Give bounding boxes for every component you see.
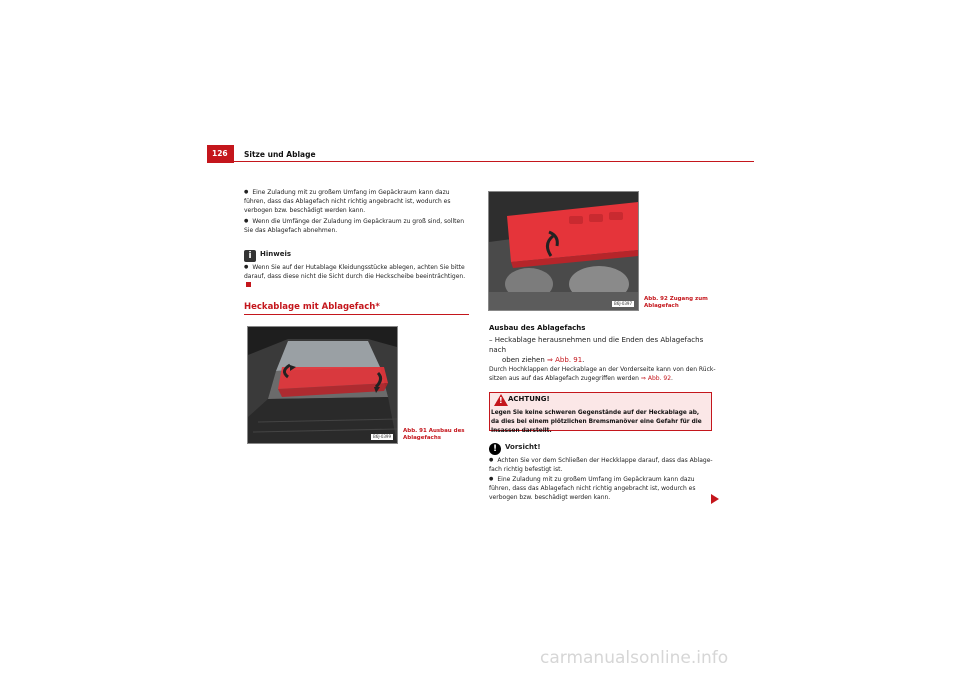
figure-92-image (488, 191, 639, 311)
rear-shelf-illustration (489, 192, 638, 310)
hinweis-text (244, 263, 470, 290)
warning-triangle-icon (494, 394, 508, 406)
vorsicht-bullet: ● Eine Zuladung mit zu großem Umfang im Gepäckraum kann dazu führen, dass das Ablagefach nicht richtig angebracht ist, wodurch es verbogen bzw. beschädigt werden kann. (489, 475, 717, 502)
access-paragraph (489, 365, 719, 383)
warning-title: ACHTUNG! (508, 395, 550, 403)
figure-91-caption (403, 428, 465, 442)
figure-code: B6J-0397 (614, 301, 632, 306)
paragraph-line: Durch Hochklappen der Heckablage an der Vorderseite kann von den Rück- (489, 366, 716, 373)
step-line: – Heckablage herausnehmen und die Enden des Ablagefachs nach (489, 336, 704, 354)
instruction-step (489, 335, 719, 365)
caption-line: Ablagefach (644, 303, 679, 309)
hinweis-bullet-text: Wenn Sie auf der Hutablage Kleidungsstücke ablegen, achten Sie bitte darauf, dass diese nicht die Sicht durch die Heckscheibe beeinträchtigen. (244, 264, 466, 280)
subsection-title: Ausbau des Ablagefachs (489, 324, 586, 332)
figure-code: B6J-0399 (373, 434, 391, 439)
step-line-2 (489, 355, 719, 365)
watermark: carmanualsonline.info (540, 648, 729, 668)
continue-arrow-icon (711, 494, 719, 504)
warning-text: Legen Sie keine schweren Gegenstände auf der Heckablage ab, da dies bei einem plötzlichen Bremsmanöver eine Gefahr für die Insassen darstellt. (491, 410, 702, 434)
step-text: oben ziehen (502, 356, 545, 364)
bullet-paragraph: ● Eine Zuladung mit zu großem Umfang im Gepäckraum kann dazu führen, dass das Ablagefach nicht richtig angebracht ist, wodurch es verbogen bzw. beschädigt werden kann. (244, 188, 470, 215)
vorsicht-title: Vorsicht! (505, 443, 541, 451)
caption-line: Abb. 92 Zugang zum (644, 296, 708, 302)
header-divider (234, 161, 754, 162)
vorsicht-bullet: ● Achten Sie vor dem Schließen der Heckklappe darauf, dass das Ablage-fach richtig befestigt ist. (489, 456, 717, 474)
paragraph-line-2 (489, 374, 719, 383)
caption-line: Abb. 91 Ausbau des (403, 428, 465, 434)
figure-91-image (247, 326, 398, 444)
caution-icon: ! (489, 443, 501, 455)
vorsicht-heading (489, 441, 541, 455)
info-icon: i (244, 250, 256, 262)
warning-header (489, 392, 710, 407)
paragraph-text: sitzen aus auf das Ablagefach zugegriffen werden (489, 375, 639, 382)
figure-92-caption (644, 296, 708, 310)
section-divider (244, 314, 469, 315)
bullet-paragraph: ● Wenn die Umfänge der Zuladung im Gepäckraum zu groß sind, sollten Sie das Ablagefach abnehmen. (244, 217, 470, 235)
step-punctuation: . (582, 356, 585, 364)
paragraph-punctuation: . (671, 375, 673, 382)
caption-line: Ablagefachs (403, 435, 442, 441)
hinweis-heading (244, 248, 291, 262)
figure-reference-link[interactable]: ⇒ Abb. 91 (547, 356, 583, 364)
figure-reference-link[interactable]: ⇒ Abb. 92 (640, 375, 672, 382)
section-title: Heckablage mit Ablagefach* (244, 302, 380, 312)
hinweis-title: Hinweis (260, 250, 292, 258)
end-of-section-marker (246, 282, 251, 287)
trunk-illustration (248, 327, 397, 443)
page-title: Sitze und Ablage (244, 150, 316, 159)
page-number: 126 (207, 145, 234, 163)
